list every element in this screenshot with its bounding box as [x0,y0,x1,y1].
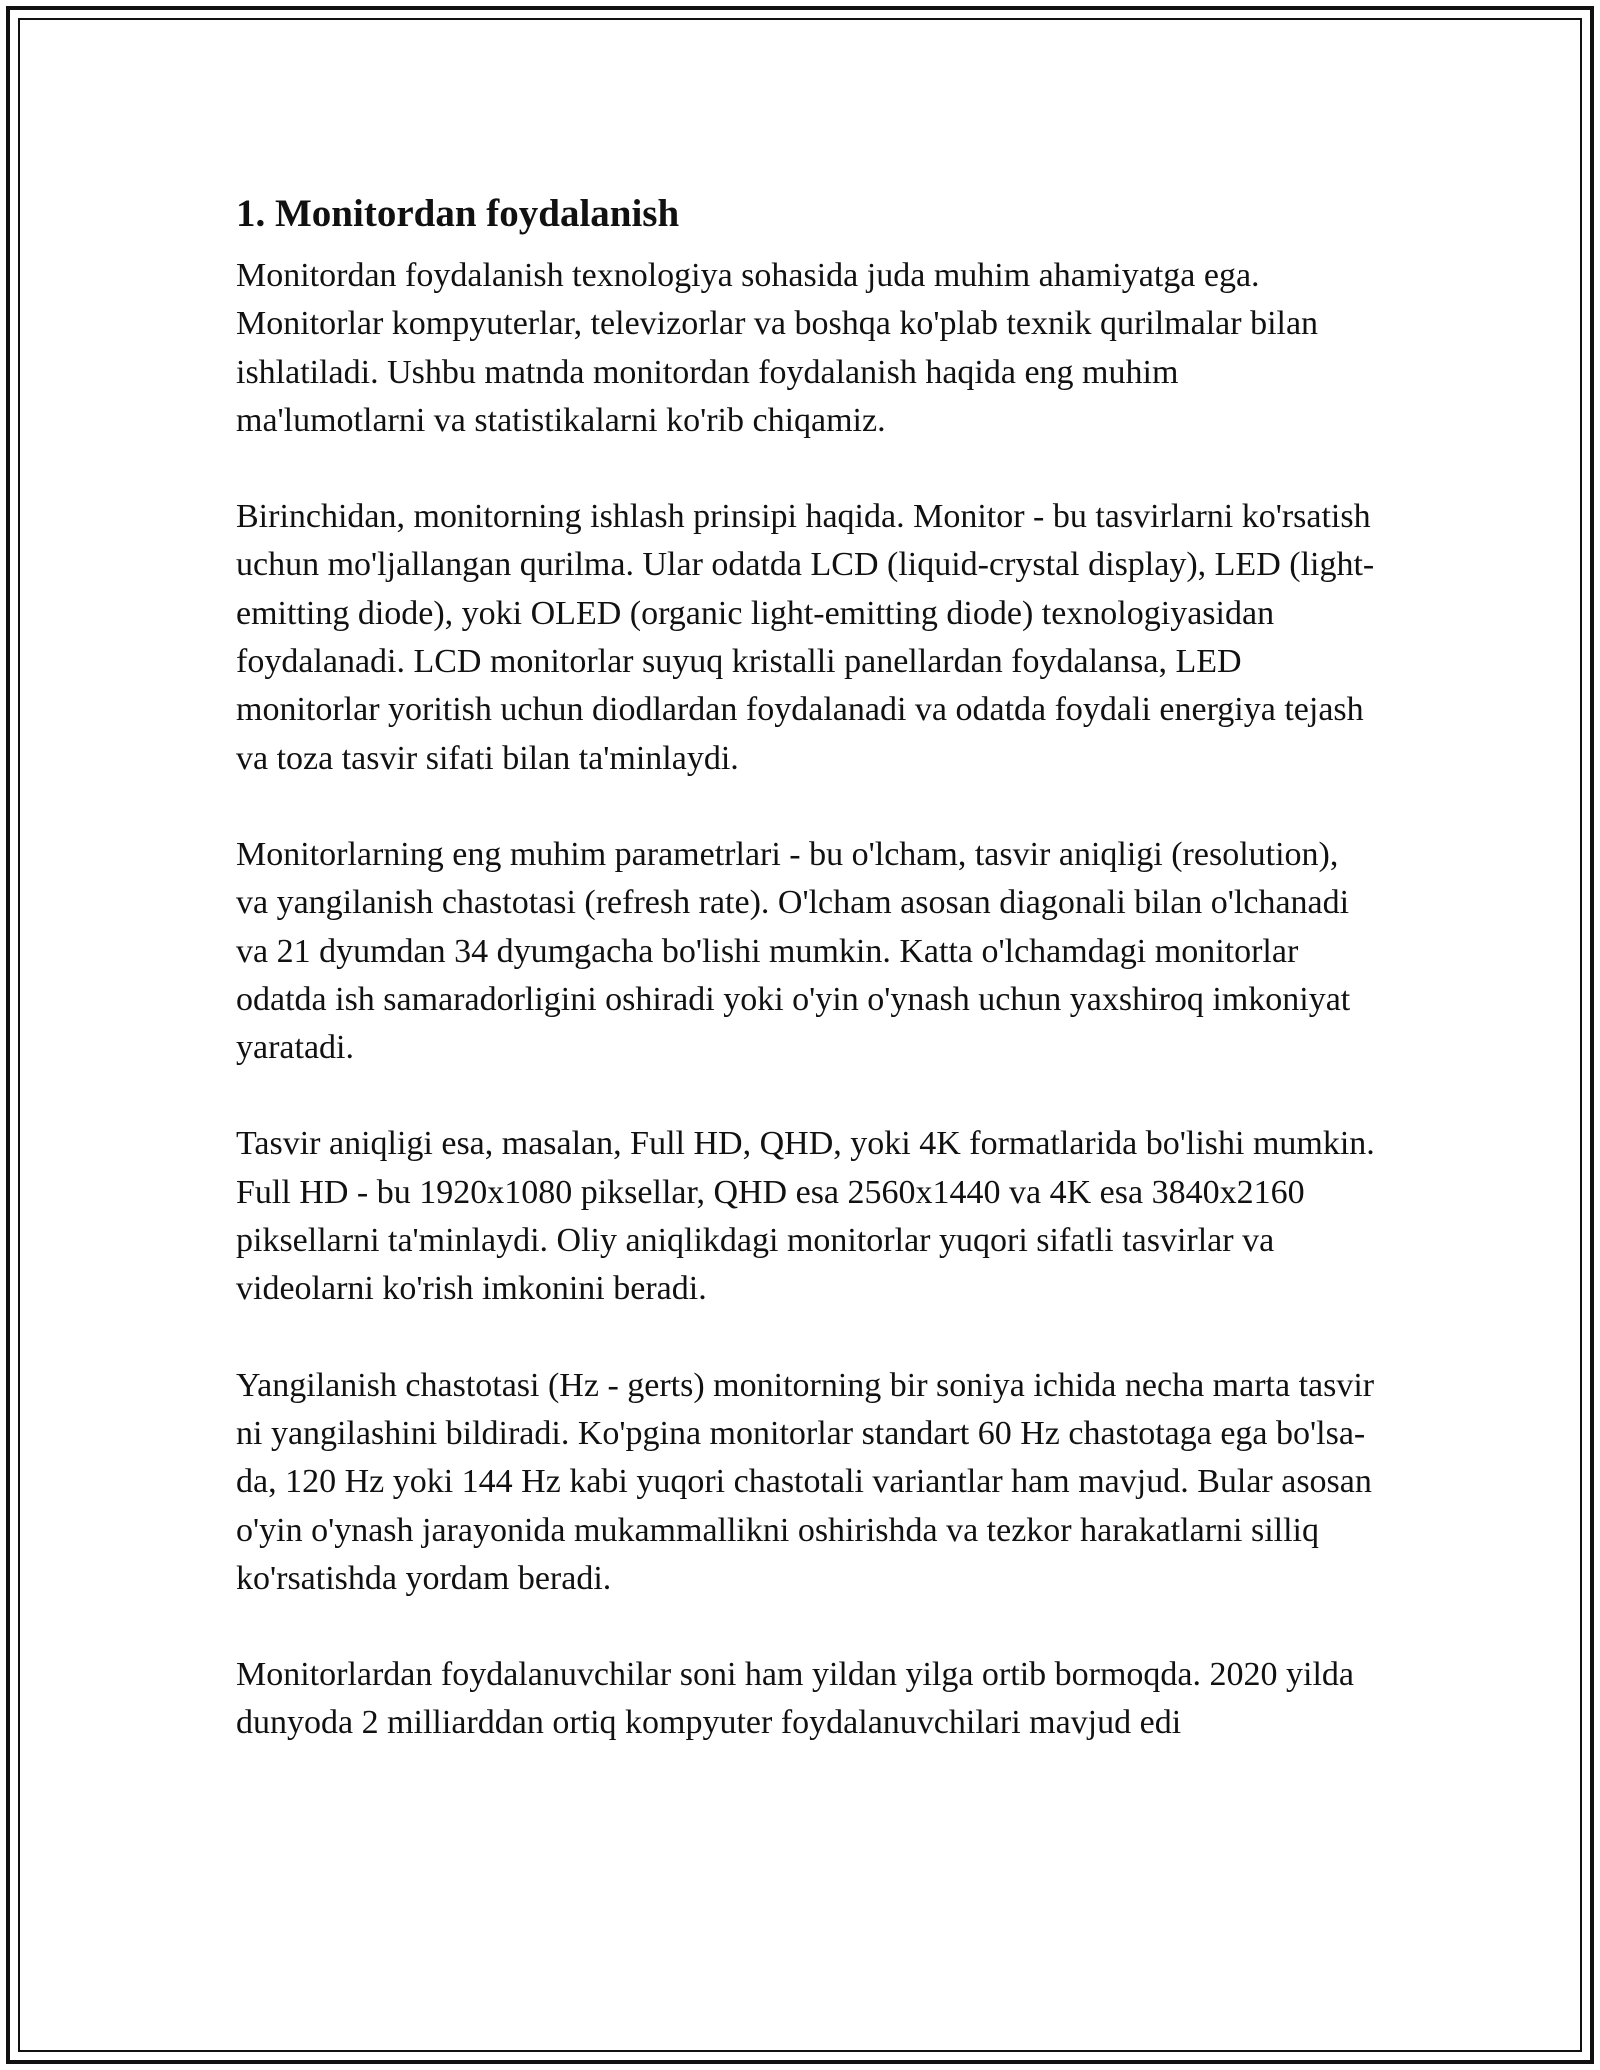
paragraph-intro: Monitordan foydalanish texnologiya sohasida juda muhim ahamiyatga ega. Monitorlar kompyuterlar, televizorlar va boshqa ko'plab texnik qurilmalar bilan ishlatiladi. Ushbu matnda monitordan foydalanish haqida eng muhim ma'lumotlarni va statistikalarni ko'rib chiqamiz. [236,257,1319,439]
section-heading: 1. Monitordan foydalanish [236,192,680,235]
paragraph-resolution: Tasvir aniqligi esa, masalan, Full HD, QHD, yoki 4K formatlarida bo'lishi mumkin. Full HD - bu 1920x1080 piksellar, QHD esa 2560x1440 va 4K esa 3840x2160 piksellarni ta'minlaydi. Oliy aniqlikdagi monitorlar yuqori sifatli tasvirlar va videolarni ko'rish imkonini beradi. [236,1125,1375,1308]
document-content [236,186,1376,1796]
paragraph-users: Monitorlardan foydalanuvchilar soni ham yildan yilga ortib bormoqda. 2020 yilda dunyoda 2 milliarddan ortiq kompyuter foydalanuvchilari mavjud edi [236,1656,1354,1742]
paragraph-refresh-rate: Yangilanish chastotasi (Hz - gerts) monitorning bir soniya ichida necha marta tasvir ni yangilashini bildiradi. Ko'pgina monitorlar standart 60 Hz chastotaga ega bo'lsa-da, 120 Hz yoki 144 Hz kabi yuqori chastotali variantlar ham mavjud. Bular asosan o'yin o'ynash jarayonida mukammallikni oshirishda va tezkor harakatlarni silliq ko'rsatishda yordam beradi. [236,1366,1375,1597]
body-text [236,252,1376,1748]
paragraph-parameters: Monitorlarning eng muhim parametrlari - bu o'lcham, tasvir aniqligi (resolution), va yangilanish chastotasi (refresh rate). O'lcham asosan diagonali bilan o'lchanadi va 21 dyumdan 34 dyumgacha bo'lishi mumkin. Katta o'lchamdagi monitorlar odatda ish samaradorligini oshiradi yoki o'yin o'ynash uchun yaxshiroq imkoniyat yaratadi. [236,835,1351,1067]
paragraph-working-principle: Birinchidan, monitorning ishlash prinsipi haqida. Monitor - bu tasvirlarni ko'rsatish uchun mo'ljallangan qurilma. Ular odatda LCD (liquid-crystal display), LED (light-emitting diode), yoki OLED (organic light-emitting diode) texnologiyasidan foydalanadi. LCD monitorlar suyuq kristalli panellardan foydalansa, LED monitorlar yoritish uchun diodlardan foydalanadi va odatda foydali energiya tejash va toza tasvir sifati bilan ta'minlaydi. [236,498,1375,777]
